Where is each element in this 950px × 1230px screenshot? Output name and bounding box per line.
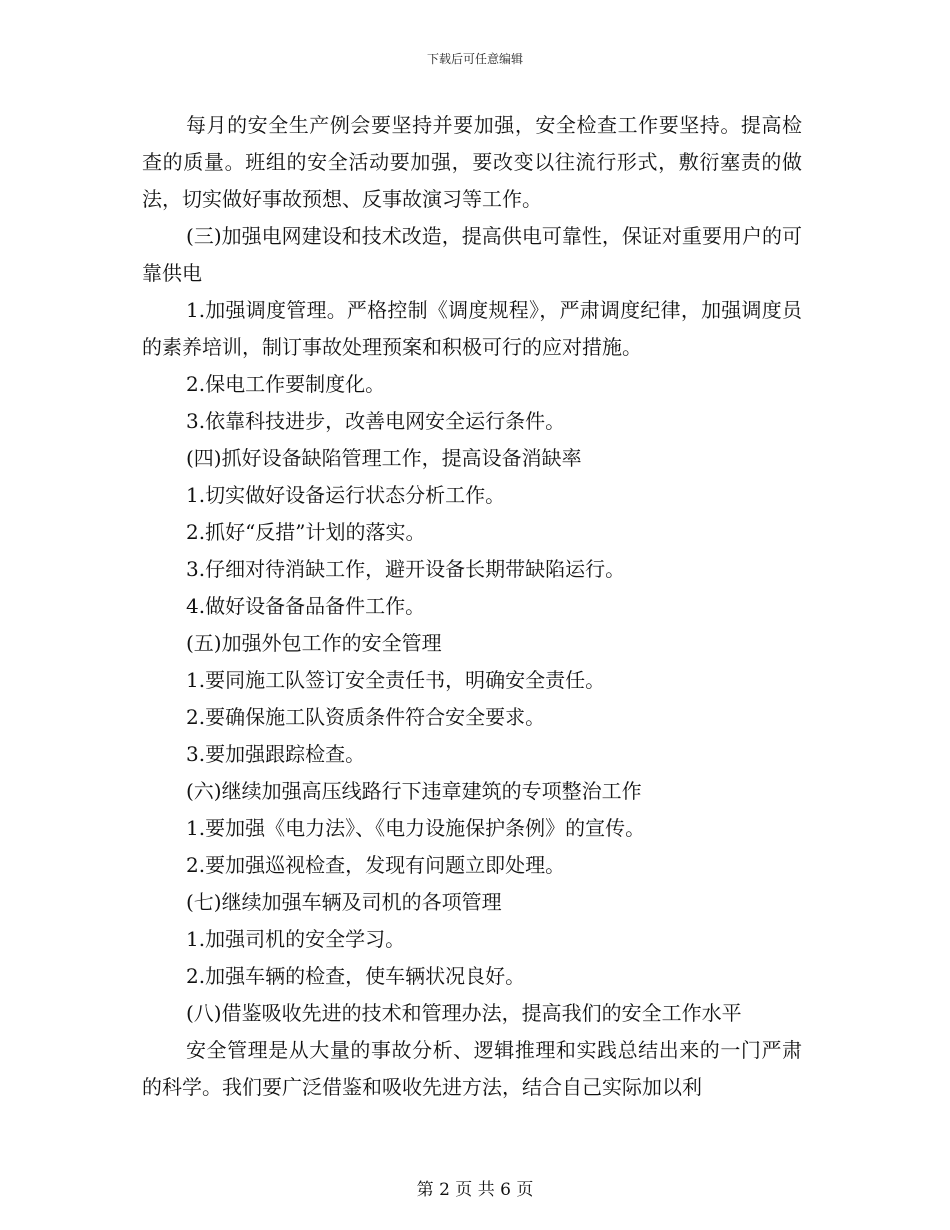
list-item: 1.加强调度管理。严格控制《调度规程》，严肃调度纪律，加强调度员的素养培训，制订事故处理预案和积极可行的应对措施。 (142, 298, 802, 359)
document-body (142, 107, 802, 1106)
section-heading-3: (三)加强电网建设和技术改造，提高供电可靠性，保证对重要用户的可靠供电 (142, 224, 802, 285)
page-number: 第 2 页 共 6 页 (416, 1180, 534, 1200)
section-heading-4: (四)抓好设备缺陷管理工作，提高设备消缺率 (186, 446, 582, 470)
list-item: 4.做好设备备品备件工作。 (186, 594, 426, 618)
section-heading-7: (七)继续加强车辆及司机的各项管理 (186, 890, 502, 914)
list-item: 1.切实做好设备运行状态分析工作。 (186, 483, 506, 507)
page-header: 下载后可任意编辑 (426, 52, 523, 66)
list-item: 2.要确保施工队资质条件符合安全要求。 (186, 705, 546, 729)
list-item: 3.依靠科技进步，改善电网安全运行条件。 (186, 409, 566, 433)
section-heading-5: (五)加强外包工作的安全管理 (186, 631, 442, 655)
list-item: 1.要加强《电力法》、《电力设施保护条例》的宣传。 (186, 816, 646, 840)
list-item: 3.要加强跟踪检查。 (186, 742, 366, 766)
paragraph-closing: 安全管理是从大量的事故分析、逻辑推理和实践总结出来的一门严肃的科学。我们要广泛借鉴和吸收先进方法，结合自己实际加以利 (142, 1038, 802, 1099)
section-heading-8: (八)借鉴吸收先进的技术和管理办法，提高我们的安全工作水平 (186, 1001, 742, 1025)
list-item: 2.保电工作要制度化。 (186, 372, 386, 396)
list-item: 2.抓好“反措”计划的落实。 (186, 520, 426, 544)
section-heading-6: (六)继续加强高压线路行下违章建筑的专项整治工作 (186, 779, 642, 803)
list-item: 2.要加强巡视检查，发现有问题立即处理。 (186, 853, 566, 877)
paragraph-intro: 每月的安全生产例会要坚持并要加强，安全检查工作要坚持。提高检查的质量。班组的安全活动要加强，要改变以往流行形式，敷衍塞责的做法，切实做好事故预想、反事故演习等工作。 (142, 113, 802, 211)
list-item: 2.加强车辆的检查，使车辆状况良好。 (186, 964, 526, 988)
list-item: 1.要同施工队签订安全责任书，明确安全责任。 (186, 668, 606, 692)
list-item: 3.仔细对待消缺工作，避开设备长期带缺陷运行。 (186, 557, 626, 581)
list-item: 1.加强司机的安全学习。 (186, 927, 406, 951)
